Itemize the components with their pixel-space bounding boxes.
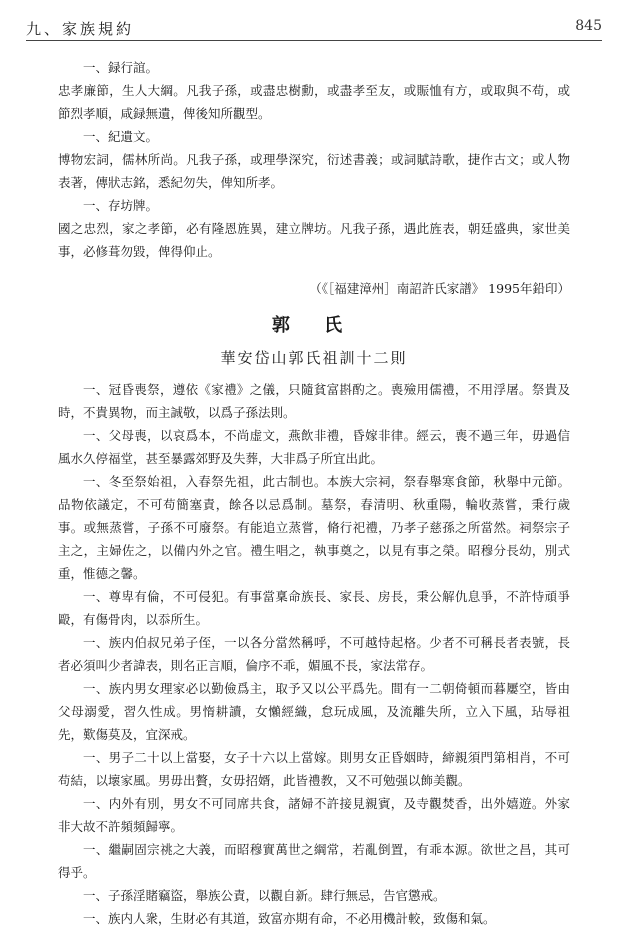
running-header bbox=[26, 14, 602, 40]
page-number: 845 bbox=[575, 18, 602, 34]
entry-paragraph: 博物宏詞，儒林所尚。凡我子孫，或理學深究，衍述書義；或詞賦詩歌，捷作古文；或人物表著，傳狀志銘，悉紀勿失，俾知所孝。 bbox=[58, 152, 570, 190]
source-note: （《［福建漳州］南詔許氏家譜》 1995年鉛印） bbox=[309, 281, 570, 296]
rule-paragraph: 一、父母喪，以哀爲本，不尚虚文，燕飲非禮，昏嫁非律。經云，喪不過三年，毋過信風水久停福堂，甚至暴露郊野及失葬，大非爲子所宜出此。 bbox=[58, 428, 570, 466]
rule-paragraph: 一、繼嗣固宗祧之大義，而昭穆實萬世之綱常，若亂倒置，有乖本源。欲世之昌，其可得乎。 bbox=[58, 842, 570, 880]
rule-paragraph: 一、尊卑有倫，不可侵犯。有事當稟命族長、家長、房長，秉公解仇息爭，不許恃頑爭毆，有傷骨肉，以忝所生。 bbox=[58, 589, 570, 627]
section-title: 九、家族規約 bbox=[26, 20, 135, 38]
entry-paragraph: 國之忠烈，家之孝節，必有隆恩旌異，建立牌坊。凡我子孫，遇此旌表，朝廷盛典，家世美事，必修葺勿毀，俾得仰止。 bbox=[58, 221, 570, 259]
rule-paragraph: 一、冠昏喪祭，遵依《家禮》之儀，只隨貧富斟酌之。喪殮用儒禮，不用浮屠。祭貴及時，不貴異物，而主誠敬，以爲子孫法則。 bbox=[58, 382, 570, 420]
rule-paragraph: 一、族内男女理家必以勤儉爲主，取予又以公平爲先。間有一二朝倚頓而暮屢空，皆由父母溺愛，習久性成。男惰耕讀，女懶經織，怠玩成風，及流離失所，立入下風，玷辱祖先，歎傷莫及，宜深戒。 bbox=[58, 681, 570, 742]
clan-heading: 郭 氏 bbox=[271, 315, 357, 336]
rule-paragraph: 一、冬至祭始祖，入春祭先祖，此古制也。本族大宗祠，祭春舉寒食節，秋舉中元節。品物依議定，不可苟簡塞責，餘各以忌爲制。墓祭，春清明、秋重陽，輪收蒸嘗，秉行歲事。或無蒸嘗，子孫不可廢祭。有能追立蒸嘗，脩行祀禮，乃孝子慈孫之所當然。祠祭宗子主之，主婦佐之，以備内外之官。禮生唱之，執事奠之，以見有事之榮。昭穆分長幼，別式重，惟德之馨。 bbox=[58, 474, 570, 581]
rule-paragraph: 一、子孫淫賭竊盜，舉族公責，以觀自新。肆行無忌，告官懲戒。 bbox=[83, 888, 446, 903]
page-body bbox=[58, 56, 570, 930]
entry-heading: 一、録行誼。 bbox=[83, 60, 159, 75]
rule-paragraph: 一、内外有別，男女不可同席共食，諸婦不許接見親賓，及寺觀焚香，出外嬉遊。外家非大故不許頻頻歸寧。 bbox=[58, 796, 570, 834]
rule-paragraph: 一、族内人衆，生財必有其道，致富亦期有命，不必用機計較，致傷和氣。 bbox=[83, 911, 496, 926]
entry-paragraph: 忠孝廉節，生人大綱。凡我子孫，或盡忠樹勳，或盡孝至友，或賑恤有方，或取與不苟，或節烈孝順，咸録無遺，俾後知所觀型。 bbox=[58, 83, 570, 121]
entry-heading: 一、存坊牌。 bbox=[83, 198, 159, 213]
header-rule bbox=[26, 40, 602, 41]
previous-clan-rules bbox=[58, 56, 570, 263]
entry-heading: 一、紀遺文。 bbox=[83, 129, 159, 144]
rule-paragraph: 一、族内伯叔兄弟子侄，一以各分當然稱呼，不可越恃起格。少者不可稱長者表號，長者必須叫少者諱表，則名正言順，倫序不乖，媚風不長，家法常存。 bbox=[58, 635, 570, 673]
rules-subtitle: 華安岱山郭氏祖訓十二則 bbox=[220, 349, 408, 367]
ancestral-rules-list bbox=[58, 378, 570, 930]
rule-paragraph: 一、男子二十以上當娶，女子十六以上當嫁。則男女正昏姻時，締親須門第相肖，不可苟結，以壞家風。男毋出贅，女毋招婿，此皆禮教，又不可勉强以飾美觀。 bbox=[58, 750, 570, 788]
